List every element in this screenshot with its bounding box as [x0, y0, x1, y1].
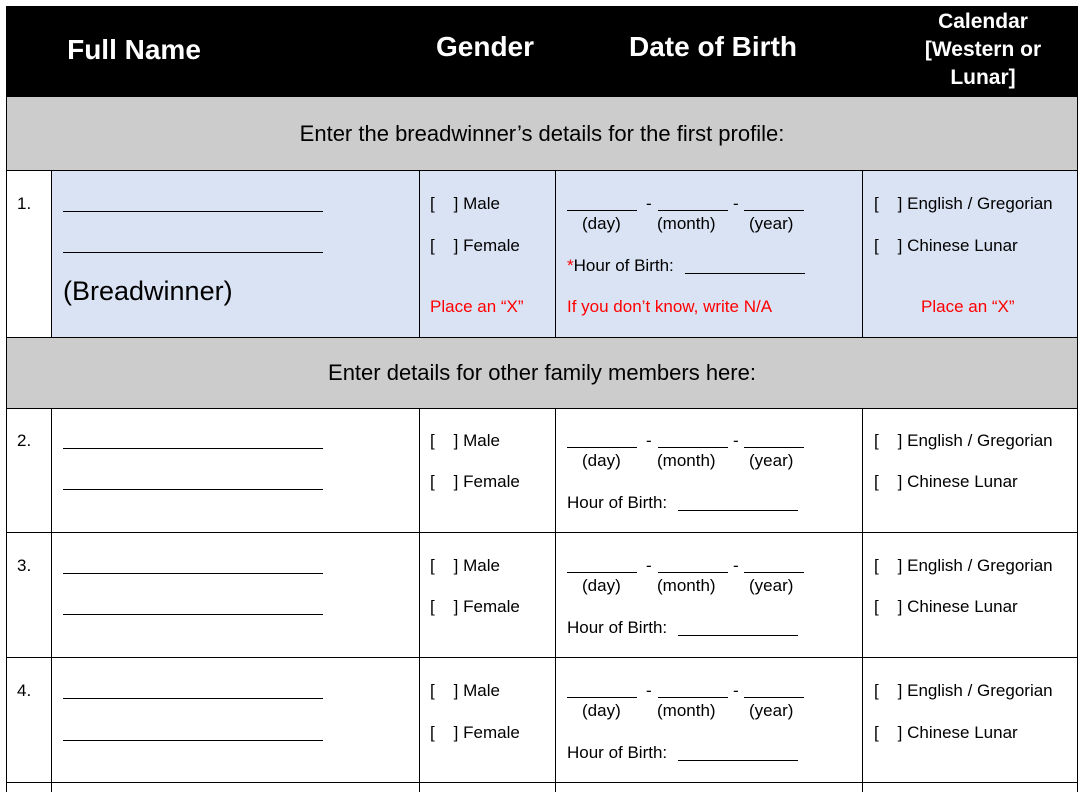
bracket-close: ]: [453, 556, 459, 575]
month-line[interactable]: [658, 447, 728, 448]
grid-line: [419, 408, 420, 792]
day-line[interactable]: [567, 697, 637, 698]
bracket-open: [: [430, 556, 435, 575]
month-caption: (month): [657, 701, 716, 720]
bracket-close: ]: [453, 236, 459, 255]
grid-line: [6, 337, 1078, 338]
day-line[interactable]: [567, 572, 637, 573]
calendar-hint: Place an “X”: [921, 297, 1015, 316]
bracket-open: [: [430, 194, 435, 213]
checkbox-english-gregorian[interactable]: [874, 194, 1053, 214]
required-asterisk: *: [567, 256, 574, 275]
header-full-name: Full Name: [67, 34, 201, 65]
year-line[interactable]: [744, 447, 804, 448]
bracket-close: ]: [453, 723, 459, 742]
row-number: 1.: [17, 194, 32, 213]
grid-line: [51, 408, 52, 792]
month-caption: (month): [657, 576, 716, 595]
female-label: Female: [463, 723, 520, 742]
day-caption: (day): [582, 451, 621, 470]
date-dash: -: [733, 556, 739, 575]
row1-name-cell-bg: [52, 171, 419, 337]
name-line-1[interactable]: [63, 573, 323, 574]
header-calendar-line2: [Western or: [924, 38, 1042, 61]
hour-of-birth-line[interactable]: [678, 760, 798, 761]
bracket-close: ]: [453, 472, 459, 491]
bracket-close: ]: [897, 431, 903, 450]
bracket-open: [: [874, 556, 879, 575]
grid-line: [6, 170, 1078, 171]
date-dash: -: [733, 431, 739, 450]
hour-of-birth-label: [567, 256, 674, 276]
grid-line: [555, 408, 556, 792]
bracket-close: ]: [897, 723, 903, 742]
checkbox-chinese-lunar[interactable]: [874, 236, 1018, 256]
month-caption: (month): [657, 451, 716, 470]
hour-of-birth-line[interactable]: [685, 273, 805, 274]
bracket-open: [: [874, 723, 879, 742]
english-gregorian-label: English / Gregorian: [907, 194, 1053, 213]
date-dash: -: [646, 681, 652, 700]
name-line-2[interactable]: [63, 614, 323, 615]
grid-left-border: [6, 97, 7, 792]
bracket-open: [: [430, 681, 435, 700]
table-header: [6, 6, 1078, 97]
date-dash: -: [646, 194, 652, 213]
header-gender: Gender: [435, 31, 535, 62]
english-gregorian-label: English / Gregorian: [907, 681, 1053, 700]
header-calendar: [894, 8, 1072, 92]
bracket-open: [: [874, 472, 879, 491]
bracket-open: [: [874, 597, 879, 616]
year-caption: (year): [749, 701, 794, 720]
date-dash: -: [733, 194, 739, 213]
checkbox-male[interactable]: [430, 431, 500, 451]
bracket-close: ]: [897, 472, 903, 491]
bracket-close: ]: [897, 681, 903, 700]
male-label: Male: [463, 556, 500, 575]
grid-line: [6, 408, 1078, 409]
checkbox-english-gregorian[interactable]: [874, 681, 1053, 701]
bracket-close: ]: [453, 194, 459, 213]
year-caption: (year): [749, 451, 794, 470]
date-dash: -: [646, 431, 652, 450]
male-label: Male: [463, 681, 500, 700]
female-label: Female: [463, 597, 520, 616]
checkbox-male[interactable]: [430, 556, 500, 576]
checkbox-female[interactable]: [430, 472, 520, 492]
chinese-lunar-label: Chinese Lunar: [907, 472, 1018, 491]
grid-line: [6, 782, 1078, 783]
hour-of-birth-label: Hour of Birth:: [567, 618, 668, 637]
name-line-2[interactable]: [63, 252, 323, 253]
breadwinner-label: (Breadwinner): [63, 276, 233, 306]
bracket-open: [: [874, 681, 879, 700]
checkbox-english-gregorian[interactable]: [874, 431, 1053, 451]
bracket-close: ]: [897, 556, 903, 575]
bracket-close: ]: [897, 194, 903, 213]
chinese-lunar-label: Chinese Lunar: [907, 597, 1018, 616]
row-number: 2.: [17, 431, 32, 450]
chinese-lunar-label: Chinese Lunar: [907, 236, 1018, 255]
bracket-open: [: [874, 431, 879, 450]
row-number: 3.: [17, 556, 32, 575]
name-line-2[interactable]: [63, 740, 323, 741]
bracket-close: ]: [897, 236, 903, 255]
grid-line: [419, 170, 420, 337]
checkbox-chinese-lunar[interactable]: [874, 723, 1018, 743]
hour-of-birth-text: Hour of Birth:: [573, 256, 674, 275]
month-line[interactable]: [658, 210, 728, 211]
checkbox-female[interactable]: [430, 597, 520, 617]
checkbox-chinese-lunar[interactable]: [874, 472, 1018, 492]
hour-of-birth-line[interactable]: [678, 510, 798, 511]
name-line-1[interactable]: [63, 448, 323, 449]
chinese-lunar-label: Chinese Lunar: [907, 723, 1018, 742]
checkbox-female[interactable]: [430, 236, 520, 256]
name-line-1[interactable]: [63, 211, 323, 212]
grid-line: [862, 408, 863, 792]
year-caption: (year): [749, 214, 794, 233]
day-line[interactable]: [567, 447, 637, 448]
bracket-close: ]: [453, 597, 459, 616]
hour-of-birth-line[interactable]: [678, 635, 798, 636]
bracket-open: [: [430, 236, 435, 255]
gender-hint: Place an “X”: [430, 297, 524, 316]
male-label: Male: [463, 194, 500, 213]
checkbox-chinese-lunar[interactable]: [874, 597, 1018, 617]
bracket-close: ]: [897, 597, 903, 616]
bracket-open: [: [430, 472, 435, 491]
checkbox-female[interactable]: [430, 723, 520, 743]
grid-line: [51, 170, 52, 337]
bracket-open: [: [430, 597, 435, 616]
english-gregorian-label: English / Gregorian: [907, 556, 1053, 575]
year-line[interactable]: [744, 697, 804, 698]
date-dash: -: [646, 556, 652, 575]
checkbox-english-gregorian[interactable]: [874, 556, 1053, 576]
year-line[interactable]: [744, 572, 804, 573]
day-caption: (day): [582, 214, 621, 233]
year-line[interactable]: [744, 210, 804, 211]
day-caption: (day): [582, 701, 621, 720]
year-caption: (year): [749, 576, 794, 595]
hour-of-birth-label: Hour of Birth:: [567, 493, 668, 512]
bracket-close: ]: [453, 431, 459, 450]
grid-line: [555, 170, 556, 337]
bracket-open: [: [874, 194, 879, 213]
header-calendar-line3: Lunar]: [950, 66, 1016, 89]
month-line[interactable]: [658, 697, 728, 698]
date-dash: -: [733, 681, 739, 700]
section-first-profile: Enter the breadwinner’s details for the first profile:: [6, 97, 1078, 170]
grid-line: [6, 532, 1078, 533]
row-number: 4.: [17, 681, 32, 700]
checkbox-male[interactable]: [430, 194, 500, 214]
bracket-open: [: [430, 723, 435, 742]
female-label: Female: [463, 236, 520, 255]
month-line[interactable]: [658, 572, 728, 573]
day-caption: (day): [582, 576, 621, 595]
female-label: Female: [463, 472, 520, 491]
hour-of-birth-label: Hour of Birth:: [567, 743, 668, 762]
grid-line: [862, 170, 863, 337]
day-line[interactable]: [567, 210, 637, 211]
male-label: Male: [463, 431, 500, 450]
name-line-2[interactable]: [63, 489, 323, 490]
dob-hint: If you don’t know, write N/A: [567, 297, 773, 316]
header-date-of-birth: Date of Birth: [629, 31, 797, 62]
bracket-open: [: [874, 236, 879, 255]
month-caption: (month): [657, 214, 716, 233]
grid-right-border: [1077, 97, 1078, 792]
bracket-open: [: [430, 431, 435, 450]
english-gregorian-label: English / Gregorian: [907, 431, 1053, 450]
name-line-1[interactable]: [63, 698, 323, 699]
checkbox-male[interactable]: [430, 681, 500, 701]
bracket-close: ]: [453, 681, 459, 700]
grid-line: [6, 657, 1078, 658]
header-calendar-line1: Calendar: [938, 10, 1028, 33]
section-other-members: Enter details for other family members here:: [6, 338, 1078, 408]
